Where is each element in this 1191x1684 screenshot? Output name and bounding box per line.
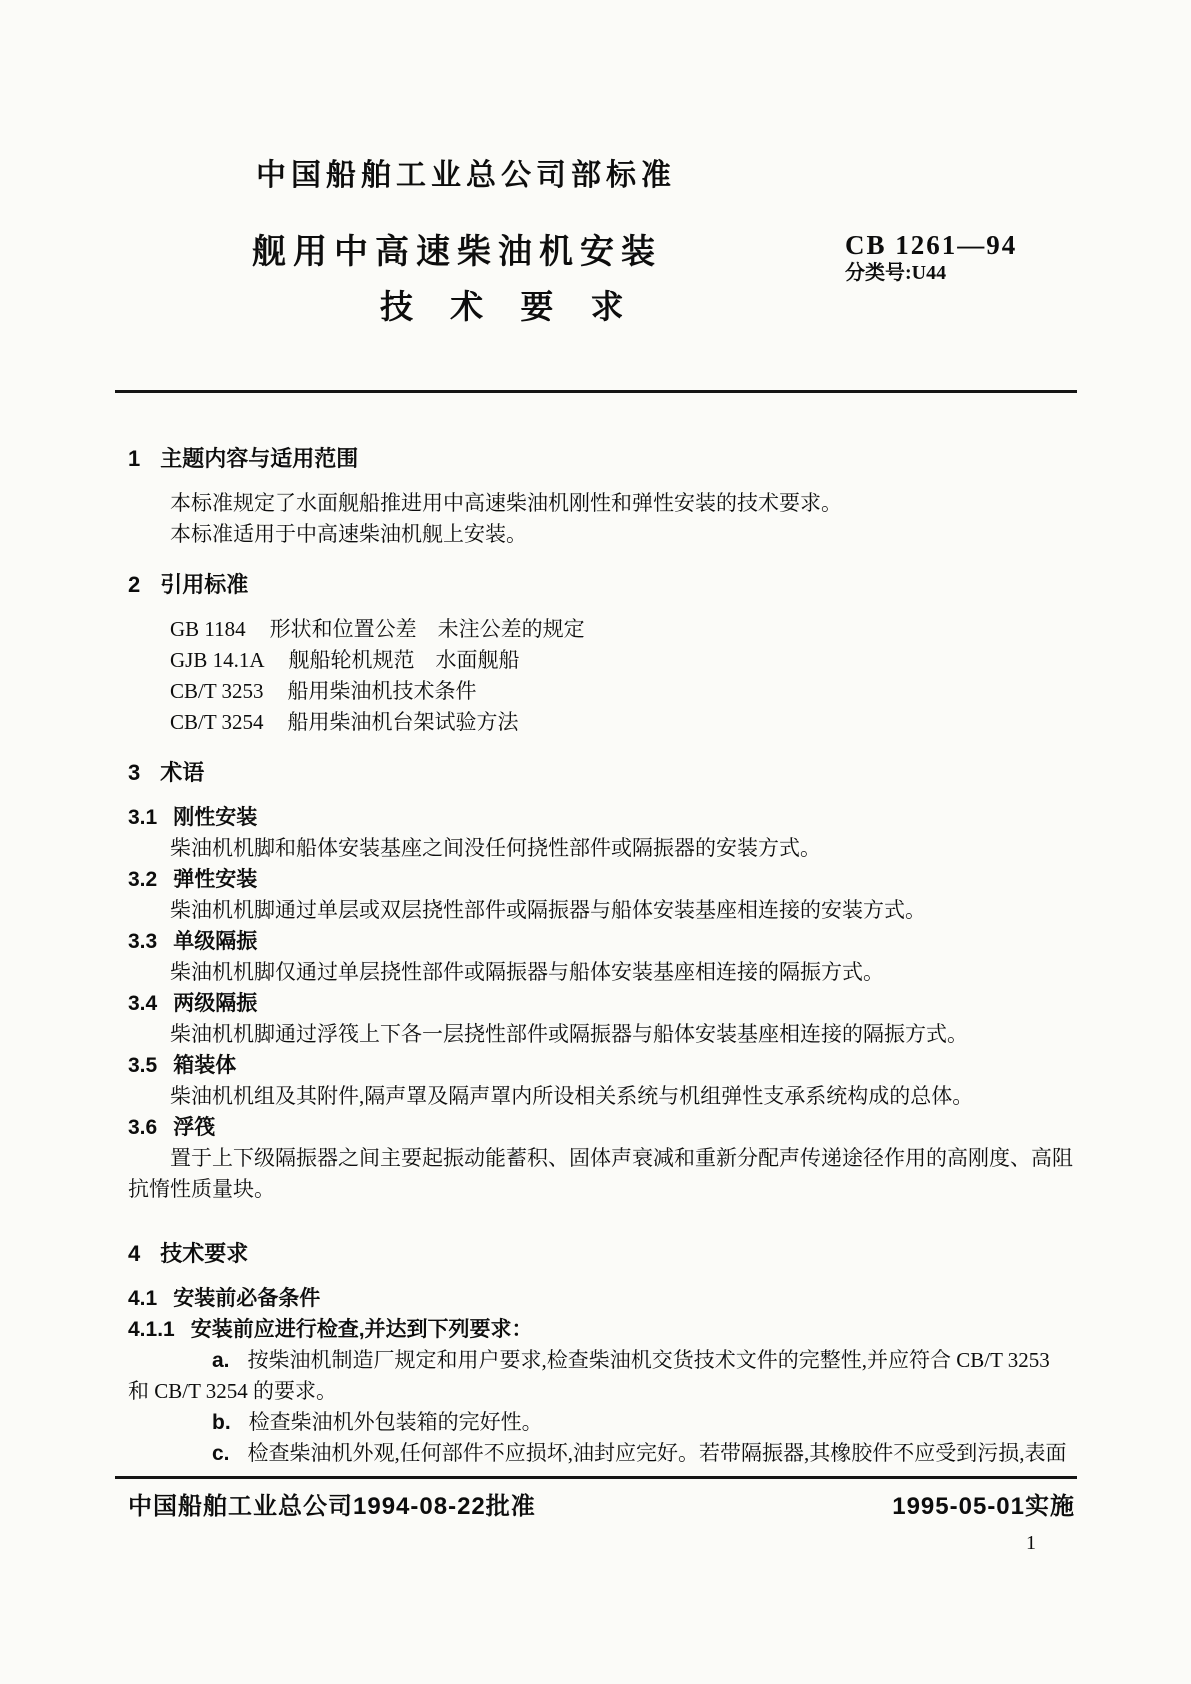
section-1-title: 主题内容与适用范围 bbox=[160, 446, 359, 471]
list-item-text: 检查柴油机外观,任何部件不应损坏,油封应完好。若带隔振器,其橡胶件不应受到污损,表面 bbox=[247, 1441, 1067, 1465]
section-1-paragraph-2: 本标准适用于中高速柴油机舰上安装。 bbox=[170, 522, 527, 546]
term-number: 3.1 bbox=[128, 806, 158, 829]
clause-number: 4.1 bbox=[128, 1287, 158, 1310]
section-3-number: 3 bbox=[128, 760, 141, 785]
term-3-6-definition: 置于上下级隔振器之间主要起振动能蓄积、固体声衰减和重新分配声传递途径作用的高刚度、高阻抗惰性质量块。 bbox=[128, 1146, 1073, 1201]
term-title: 两级隔振 bbox=[173, 992, 258, 1015]
term-3-6-heading bbox=[128, 1112, 1078, 1143]
section-1-paragraph-1: 本标准规定了水面舰船推进用中高速柴油机刚性和弹性安装的技术要求。 bbox=[170, 491, 842, 515]
term-title: 弹性安装 bbox=[173, 868, 258, 891]
reference-title: 船用柴油机技术条件 bbox=[287, 679, 477, 703]
term-3-5-heading bbox=[128, 1050, 1078, 1081]
list-item-c bbox=[128, 1438, 1078, 1469]
term-3-3-definition: 柴油机机脚仅通过单层挠性部件或隔振器与船体安装基座相连接的隔振方式。 bbox=[170, 960, 884, 984]
list-item-a bbox=[128, 1345, 1078, 1407]
standard-number-block bbox=[845, 230, 1017, 285]
document-body bbox=[128, 444, 1078, 1469]
reference-entry bbox=[170, 645, 1078, 676]
reference-title: 形状和位置公差 未注公差的规定 bbox=[269, 617, 585, 641]
clause-4-1-heading bbox=[128, 1283, 1078, 1314]
section-2-title: 引用标准 bbox=[160, 572, 249, 597]
list-item-b bbox=[128, 1407, 1078, 1438]
term-3-4-heading bbox=[128, 988, 1078, 1019]
footer-divider-rule bbox=[115, 1476, 1077, 1479]
list-item-text: 按柴油机制造厂规定和用户要求,检查柴油机交货技术文件的完整性,并应符合 CB/T 3253 bbox=[247, 1348, 1050, 1372]
term-3-5-definition: 柴油机机组及其附件,隔声罩及隔声罩内所设相关系统与机组弹性支承系统构成的总体。 bbox=[170, 1084, 974, 1108]
section-2-heading bbox=[128, 570, 1078, 600]
section-1-heading bbox=[128, 444, 1078, 474]
classification-number: 分类号:U44 bbox=[845, 262, 947, 284]
term-3-4-definition: 柴油机机脚通过浮筏上下各一层挠性部件或隔振器与船体安装基座相连接的隔振方式。 bbox=[170, 1022, 968, 1046]
issuing-org-standard-line: 中国船舶工业总公司部标准 bbox=[256, 159, 676, 192]
list-item-label: b. bbox=[212, 1411, 231, 1434]
reference-code: CB/T 3254 bbox=[170, 710, 264, 734]
reference-code: CB/T 3253 bbox=[170, 679, 264, 703]
term-number: 3.5 bbox=[128, 1054, 158, 1077]
reference-title: 船用柴油机台架试验方法 bbox=[287, 710, 519, 734]
approval-line: 中国船舶工业总公司1994-08-22批准 bbox=[128, 1493, 536, 1520]
section-2-number: 2 bbox=[128, 572, 141, 597]
clause-title: 安装前必备条件 bbox=[173, 1287, 321, 1310]
reference-entry bbox=[170, 614, 1078, 645]
section-3-heading bbox=[128, 758, 1078, 788]
document-title-line1: 舰用中高速柴油机安装 bbox=[252, 233, 662, 271]
clause-number: 4.1.1 bbox=[128, 1318, 175, 1341]
reference-entry bbox=[170, 676, 1078, 707]
reference-list bbox=[170, 614, 1078, 738]
term-3-2-definition: 柴油机机脚通过单层或双层挠性部件或隔振器与船体安装基座相连接的安装方式。 bbox=[170, 898, 926, 922]
section-4-number: 4 bbox=[128, 1241, 141, 1266]
term-3-3-heading bbox=[128, 926, 1078, 957]
term-title: 浮筏 bbox=[173, 1116, 216, 1139]
term-number: 3.3 bbox=[128, 930, 158, 953]
term-3-2-heading bbox=[128, 864, 1078, 895]
section-4-title: 技术要求 bbox=[160, 1241, 249, 1266]
clause-title: 安装前应进行检查,并达到下列要求： bbox=[190, 1318, 533, 1341]
section-3-title: 术语 bbox=[160, 760, 205, 785]
term-number: 3.2 bbox=[128, 868, 158, 891]
reference-entry bbox=[170, 707, 1078, 738]
term-title: 箱装体 bbox=[173, 1054, 237, 1077]
reference-title: 舰船轮机规范 水面舰船 bbox=[288, 648, 520, 672]
effective-date-line: 1995-05-01实施 bbox=[892, 1493, 1075, 1520]
term-3-1-definition: 柴油机机脚和船体安装基座之间没任何挠性部件或隔振器的安装方式。 bbox=[170, 836, 821, 860]
reference-code: GJB 14.1A bbox=[170, 648, 265, 672]
term-title: 单级隔振 bbox=[173, 930, 258, 953]
term-number: 3.6 bbox=[128, 1116, 158, 1139]
list-item-label: a. bbox=[212, 1349, 230, 1372]
section-4-heading bbox=[128, 1239, 1078, 1269]
reference-code: GB 1184 bbox=[170, 617, 246, 641]
section-1-number: 1 bbox=[128, 446, 141, 471]
term-3-1-heading bbox=[128, 802, 1078, 833]
list-item-text-continuation: 和 CB/T 3254 的要求。 bbox=[128, 1379, 338, 1403]
list-item-text: 检查柴油机外包装箱的完好性。 bbox=[248, 1410, 543, 1434]
title-divider-rule bbox=[115, 390, 1077, 393]
standard-number: CB 1261—94 bbox=[845, 230, 1018, 260]
clause-4-1-1-heading bbox=[128, 1314, 1078, 1345]
document-title-line2: 技 术 要 求 bbox=[380, 288, 638, 325]
list-item-label: c. bbox=[212, 1442, 230, 1465]
term-number: 3.4 bbox=[128, 992, 158, 1015]
page-number: 1 bbox=[1026, 1532, 1036, 1554]
term-title: 刚性安装 bbox=[173, 806, 258, 829]
